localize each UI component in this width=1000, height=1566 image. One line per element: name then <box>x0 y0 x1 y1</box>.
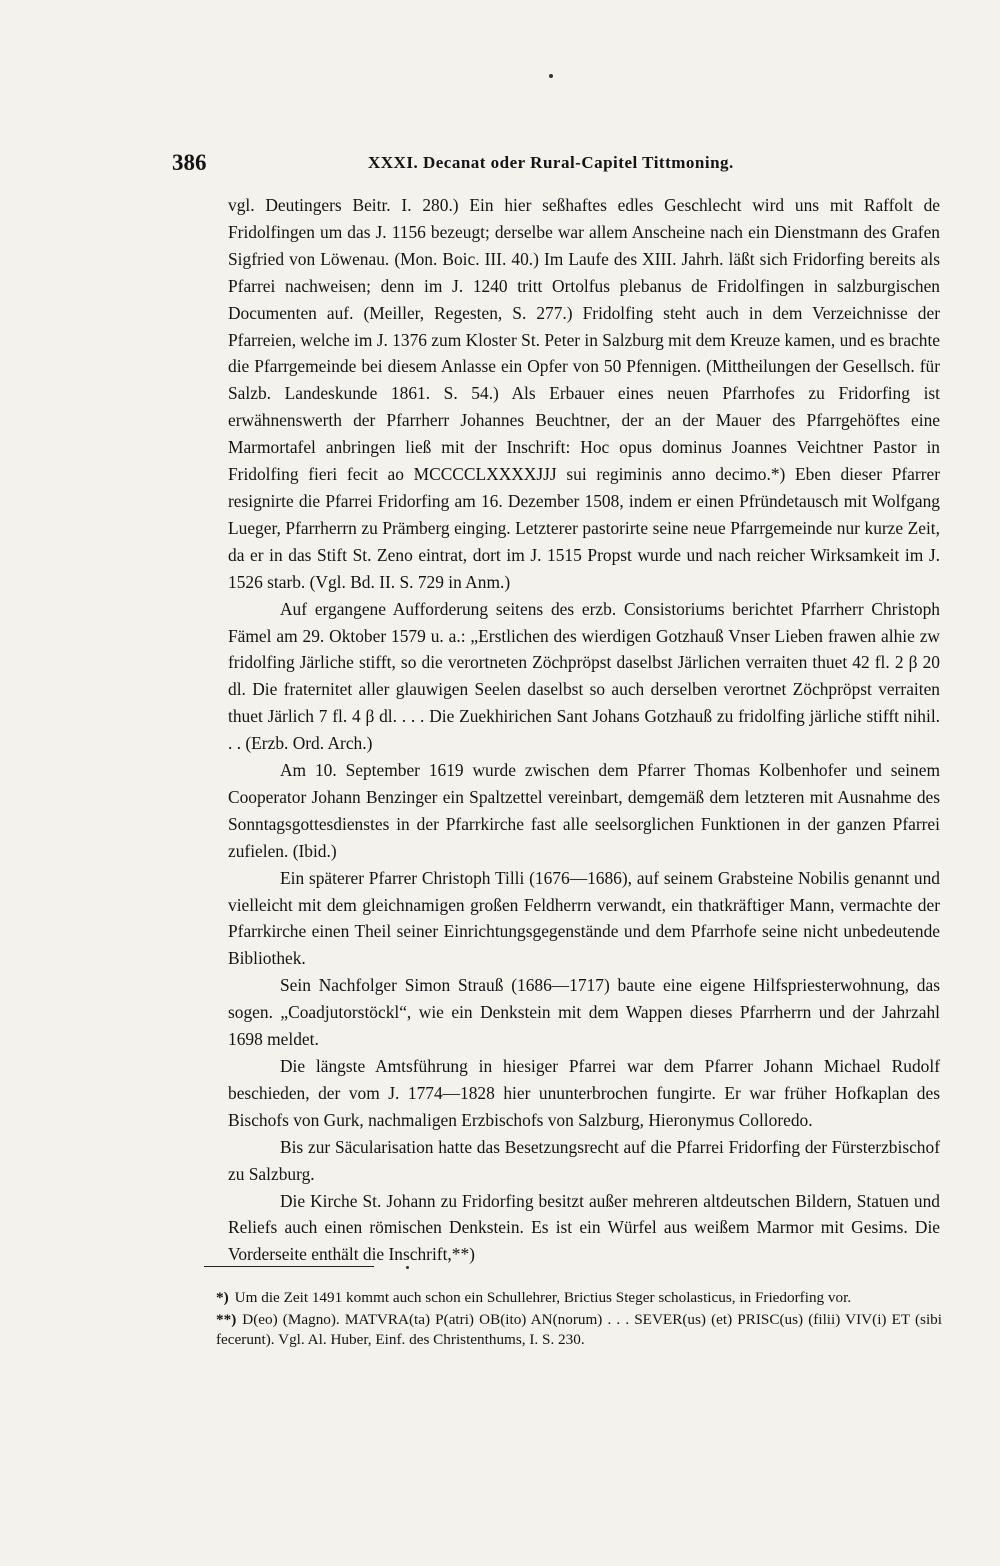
footnote <box>204 1288 942 1309</box>
footnote-marker: **) <box>216 1310 237 1328</box>
main-text <box>228 192 940 1268</box>
paragraph: Die Kirche St. Johann zu Fridorfing besitzt außer mehreren altdeutschen Bildern, Statuen und Reliefs auch einen römischen Denkstein. Es ist ein Würfel aus weißem Marmor mit Gesims. Die Vorderseite enthält die Inschrift,**) <box>228 1190 940 1265</box>
footnote <box>204 1310 942 1351</box>
footnotes <box>204 1288 942 1352</box>
printer-mark <box>549 74 553 78</box>
footnote-marker: *) <box>216 1289 229 1306</box>
paragraph: vgl. Deutingers Beitr. I. 280.) Ein hier seßhaftes edles Geschlecht wird uns mit Raffolt de Fridolfingen um das J. 1156 bezeugt; derselbe war allem Anscheine nach ein Dienstmann des Grafen Sigfried von Löwenau. (Mon. Boic. III. 40.) Im Laufe des XIII. Jahrh. läßt sich Fridorfing bereits als Pfarrei nachweisen; denn im J. 1240 tritt Ortolfus plebanus de Fridolfingen in salzburgischen Documenten auf. (Meiller, Regesten, S. 277.) Fridolfing steht auch in dem Verzeichnisse der Pfarreien, welche im J. 1376 zum Kloster St. Peter in Salzburg mit dem Kreuze kamen, und es brachte die Pfarrgemeinde bei diesem Anlasse ein Opfer von 50 Pfennigen. (Mittheilungen der Gesellsch. für Salzb. Landeskunde 1861. S. 54.) Als Erbauer eines neuen Pfarrhofes zu Fridorfing ist erwähnenswerth der Pfarrherr Johannes Beuchtner, der an der Mauer des Pfarrgehöftes eine Marmortafel anbringen ließ mit der Inschrift: Hoc opus dominus Joannes Veichtner Pastor in Fridolfing fieri fecit ao MCCCCLXXXXJJJ sui regiminis anno decimo.*) Eben dieser Pfarrer resignirte die Pfarrei Fridorfing am 16. Dezember 1508, indem er einen Pfründetausch mit Wolfgang Lueger, Pfarrherrn zu Prämberg einging. Letzterer pastorirte seine neue Pfarrgemeinde nur kurze Zeit, da er in das Stift St. Zeno eintrat, dort im J. 1515 Propst wurde und nach reicher Wirksamkeit im J. 1526 starb. (Vgl. Bd. II. S. 729 in Anm.) <box>228 195 941 592</box>
paragraph: Auf ergangene Aufforderung seitens des erzb. Consistoriums berichtet Pfarrherr Christoph Fämel am 29. Oktober 1579 u. a.: „Erstlichen des wierdigen Gotzhauß Vnser Lieben frawen alhie zw fridolfing Järliche stifft, so die verortneten Zöchpröpst daselbst Järlichen verraiten thuet 42 fl. 2 β 20 dl. Die fraternitet aller glauwigen Seelen daselbst so auch derselben verortnet Zöchpröpst verraiten thuet Järlich 7 fl. 4 β dl. . . . Die Zuekhirichen Sant Johans Gotzhauß zu fridolfing järliche stifft nihil. . . (Erzb. Ord. Arch.) <box>228 598 940 754</box>
paragraph: Sein Nachfolger Simon Strauß (1686—1717) baute eine eigene Hilfspriesterwohnung, das sogen. „Coadjutorstöckl“, wie ein Denkstein mit dem Wappen dieses Pfarrherrn und der Jahrzahl 1698 meldet. <box>228 975 940 1050</box>
paragraph: Bis zur Säcularisation hatte das Besetzungsrecht auf die Pfarrei Fridorfing der Fürsterzbischof zu Salzburg. <box>228 1136 940 1184</box>
footnote-text: Um die Zeit 1491 kommt auch schon ein Schullehrer, Brictius Steger scholasticus, in Friedorfing vor. <box>234 1289 852 1306</box>
page-header <box>172 150 942 182</box>
printer-mark <box>406 1266 409 1269</box>
running-title: XXXI. Decanat oder Rural-Capitel Tittmoning. <box>368 153 734 172</box>
footnote-divider <box>204 1266 374 1267</box>
paragraph: Am 10. September 1619 wurde zwischen dem Pfarrer Thomas Kolbenhofer und seinem Cooperator Johann Benzinger ein Spaltzettel vereinbart, demgemäß dem letzteren mit Ausnahme des Sonntagsgottesdienstes in der Pfarrkirche fast alle seelsorglichen Funktionen in der ganzen Pfarrei zufielen. (Ibid.) <box>228 760 940 861</box>
paragraph: Ein späterer Pfarrer Christoph Tilli (1676—1686), auf seinem Grabsteine Nobilis genannt und vielleicht mit dem gleichnamigen großen Feldherrn verwandt, ein thatkräftiger Mann, vermachte der Pfarrkirche einen Theil seiner Einrichtungsgegenstände und dem Pfarrhofe seine nicht unbedeutende Bibliothek. <box>228 867 940 969</box>
page-number: 386 <box>172 150 207 175</box>
paragraph: Die längste Amtsführung in hiesiger Pfarrei war dem Pfarrer Johann Michael Rudolf beschieden, der vom J. 1774—1828 hier ununterbrochen fungirte. Er war früher Hofkaplan des Bischofs von Gurk, nachmaligen Erzbischofs von Salzburg, Hieronymus Colloredo. <box>228 1056 940 1130</box>
footnote-text: D(eo) (Magno). MATVRA(ta) P(atri) OB(ito) AN(norum) . . . SEVER(us) (et) PRISC(us) (filii) VIV(i) ET (sibi fecerunt). Vgl. Al. Huber, Einf. des Christenthums, I. S. 230. <box>216 1310 942 1348</box>
